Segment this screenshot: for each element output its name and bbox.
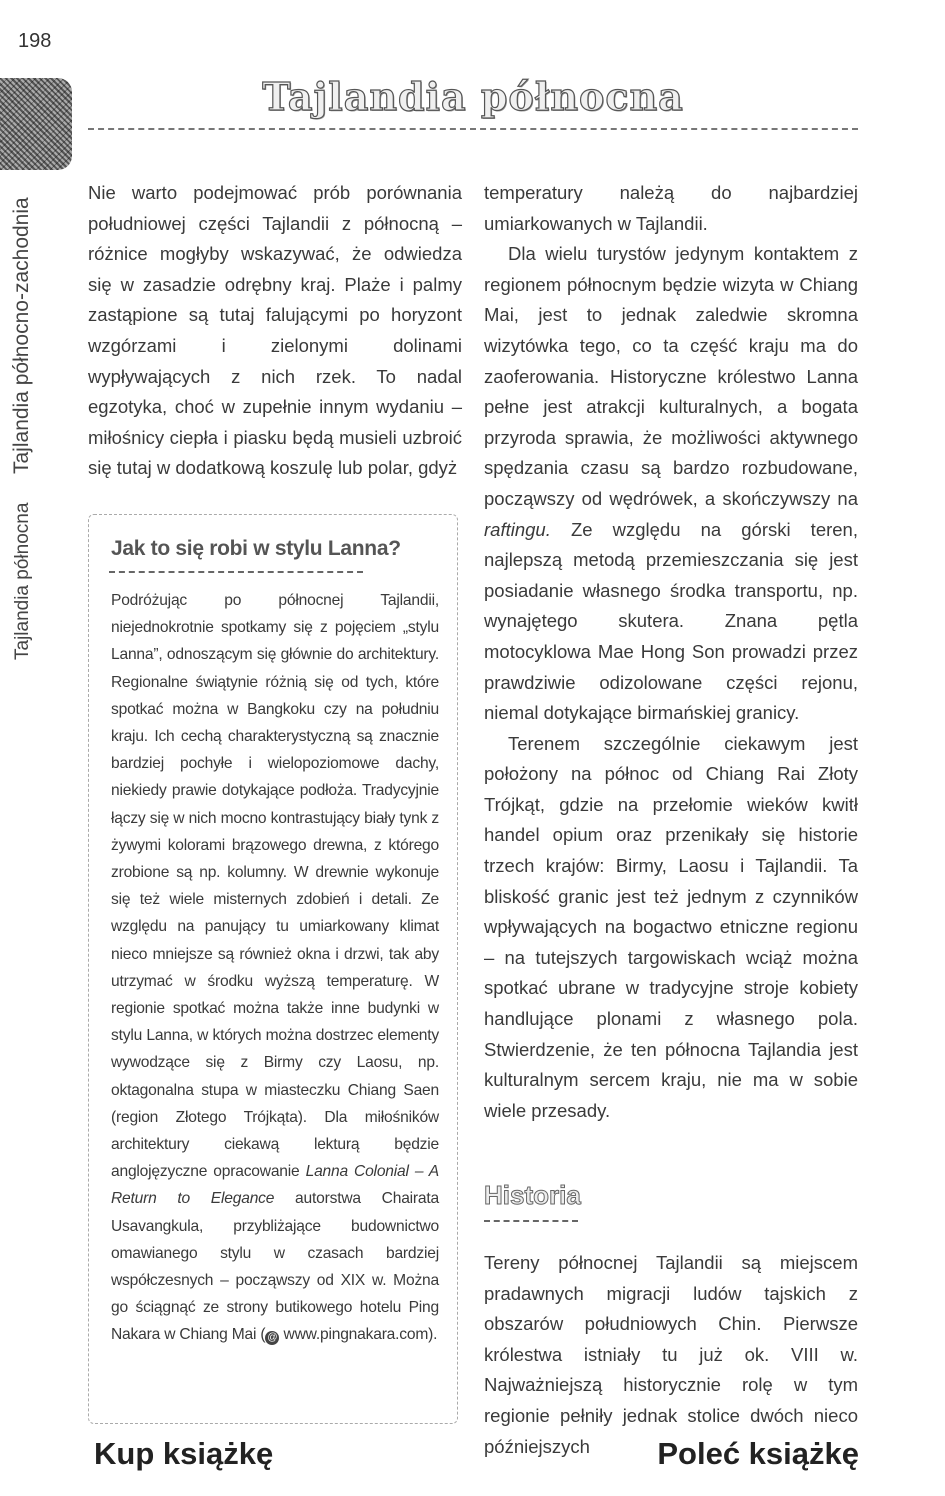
rafting-term: raftingu. xyxy=(484,518,551,540)
history-divider xyxy=(484,1220,578,1222)
paragraph-3: Terenem szczególnie ciekawym jest położony na północ od Chiang Rai Złoty Trójkąt, gdzie na przełomie wieków kwitł handel opium oraz przenikały się historie trzech krajów: Birmy, Laosu i Tajlandii. Ta bliskość granic jest też jednym z czynników wpływających na bogactwo etniczne regionu – na tutejszych targowiskach wciąż można spotkać ubrane w tradycyjne stroje kobiety handlujące plonami z własnego pola. Stwierdzenie, że ten północna Tajlandia jest kulturalnym sercem kraju, nie ma w sobie wiele przesady. xyxy=(484,732,858,1121)
sidebar-box xyxy=(88,514,458,1424)
buy-book-link[interactable]: Kup książkę xyxy=(94,1436,274,1471)
side-label-section: Tajlandia północna xyxy=(12,502,33,660)
title-divider xyxy=(88,128,858,130)
page-number: 198 xyxy=(18,30,52,52)
chapter-tab-pattern xyxy=(0,78,72,170)
paragraph-2: Dla wielu turystów jedynym kontaktem z regionem północnym będzie wizyta w Chiang Mai, jest to jednak zaledwie skromna wizytówka tego, co ta część kraju ma do zaoferowania. Historyczne królestwo Lanna pełne jest atrakcji kulturalnych, a bogata przyroda sprawia, że możliwości aktywnego spędzania czasu są bardzo rozbudowane, począwszy od wędrówek, a skończywszy na raftingu. Ze względu na górski teren, najlepszą metodą przemieszczania się jest posiadanie własnego środka transportu, np. wynajętego skutera. Znana pętla motocyklowa Mae Hong Son prowadzi przez prawdziwie odizolowane części rejonu, niemal dotykające birmańskiej granicy. xyxy=(484,243,858,724)
history-heading: Historia xyxy=(484,1180,581,1210)
recommend-book-link[interactable]: Poleć książkę xyxy=(657,1436,859,1471)
intro-paragraph: Nie warto podejmować prób porównania południowej części Tajlandii z północną – różnice mogłyby wskazywać, że odwiedza się w zasadzie odrębny kraj. Plaże i palmy zastąpione są tutaj falującymi po horyzont wzgórzami i zielonymi dolinami wypływających z nich rzek. To nadal egzotyka, choć w zupełnie innym wydaniu – miłośnicy ciepła i piasku będą musieli uzbroić się tutaj w dodatkową koszulę lub polar, gdyż xyxy=(88,182,462,479)
sidebar-box-text: Podróżując po północnej Tajlandii, niejednokrotnie spotkamy się z pojęciem „stylu Lanna”, odnoszącym się głównie do architektury. Regionalne świątynie różnią się od tych, które spotkać można w Bangkoku czy na południu kraju. Ich cechą charakterystyczną są znacznie bardziej pochyłe i wielopoziomowe dachy, niekiedy prawie dotykające podłoża. Tradycyjnie łączy się w nich mocno kontrastujący biały tynk z żywymi kolorami brązowego drewna, z którego zrobione są np. kolumny. W drewnie wykonuje się też wiele misternych zdobień i detali. Ze względu na panujący tu umiarkowany klimat nieco mniejsze są również okna i drzwi, tak aby utrzymać w środku wyższą temperaturę. W regionie spotkać można także inne budynki w stylu Lanna, w których można dostrzec elementy wywodzące się z Birmy czy Laosu, np. oktagonalna stupa w miasteczku Chiang Saen (region Złotego Trójkąta). Dla miłośników architektury ciekawą lekturą będzie anglojęzyczne opracowanie Lanna Colonial – A Return to Elegance autorstwa Chairata Usavangkula, przybliżające budownictwo omawianego stylu w czasach bardziej współczesnych – począwszy od XIX w. Można go ściągnąć ze strony butikowego hotelu Ping Nakara w Chiang Mai ( @ www.pingnakara.com). xyxy=(111,592,439,1344)
paragraph-1: temperatury należą do najbardziej umiarkowanych w Tajlandii. xyxy=(484,182,858,234)
sidebar-box-title: Jak to się robi w stylu Lanna? xyxy=(111,537,401,560)
book-title: Lanna Colonial – A Return to Elegance xyxy=(111,1163,439,1208)
sidebar-box-divider xyxy=(109,571,363,573)
history-paragraph: Tereny północnej Tajlandii są miejscem pradawnych migracji ludów tajskich z obszarów południowych Chin. Pierwsze królestwa istniały tu już ok. VIII w. Najważniejszą historycznie rolę w tym regionie pełniły jednak stolice dwóch nieco późniejszych xyxy=(484,1252,858,1457)
right-column xyxy=(484,178,858,1126)
page-title: Tajlandia północna xyxy=(262,74,684,119)
www-icon: @ xyxy=(265,1331,279,1345)
side-label-chapter: Tajlandia północno-zachodnia xyxy=(10,197,33,474)
website-link[interactable]: www.pingnakara.com). xyxy=(279,1326,438,1344)
side-label xyxy=(10,180,44,660)
